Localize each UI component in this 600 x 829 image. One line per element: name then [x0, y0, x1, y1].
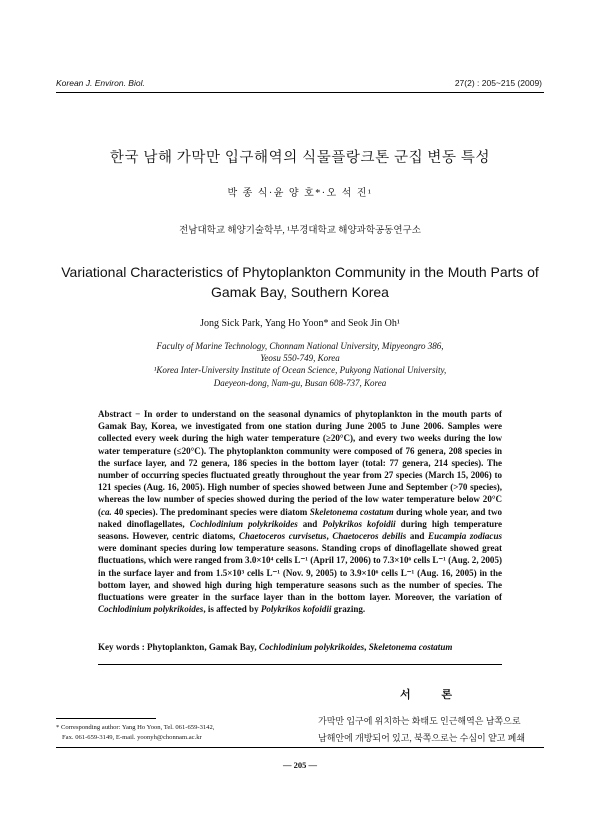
korean-affiliation: 전남대학교 해양기술학부, ¹부경대학교 해양과학공동연구소 — [179, 226, 421, 236]
citation: 27(2) : 205~215 (2009) — [454, 78, 542, 88]
footnote-line: * Corresponding author: Yang Ho Yoon, Tel. 061-659-3142, — [56, 724, 215, 731]
intro-line: 남해안에 개방되어 있고, 북쪽으로는 수심이 얕고 폐쇄 — [318, 733, 526, 743]
abstract-text: during high temperature seasons. However, centric diatoms, — [98, 518, 502, 542]
footnote-rule — [56, 718, 156, 719]
page-number: — 205 — — [283, 760, 317, 770]
species-name: Chaetoceros curvisetus — [238, 531, 327, 542]
journal-name: Korean J. Environ. Biol. — [56, 78, 145, 88]
species-name: Chaetoceros debilis — [332, 531, 407, 542]
english-title: Variational Characteristics of Phytoplankton Community in the Mouth Parts of Gamak Bay, Southern Korea — [61, 264, 539, 300]
abstract-text: during whole year, and two naked dinoflagellates, — [98, 506, 503, 529]
keywords-label: Key words : Phytoplankton, Gamak Bay, — [98, 642, 259, 652]
intro-line: 가막만 입구에 위치하는 화태도 인근해역은 남쪽으로 — [318, 716, 521, 726]
keywords — [98, 642, 502, 652]
keyword-species: Skeletonema costatum — [368, 642, 453, 652]
affiliation-line: Faculty of Marine Technology, Chonnam National University, Mipyeongro 386, — [156, 341, 444, 351]
bottom-rule — [56, 747, 544, 748]
abstract-text: , — [326, 531, 333, 542]
keywords-separator: , — [364, 642, 369, 652]
abstract-text: grazing. — [331, 604, 366, 615]
abstract — [98, 408, 502, 615]
footnote — [56, 723, 214, 742]
english-affiliation — [70, 340, 530, 389]
abstract-text: Abstract − In order to understand on the seasonal dynamics of phytoplankton in the mouth parts of Gamak Bay, Korea, we investigated from one station during June 2005 to June 2006. Samples were collected every week during the high water temperature (≥20°C), and every two weeks during the low water temperature (≤20°C). The phytoplankton community were composed of 76 genera, 208 species in the surface layer, and 72 genera, 186 species in the bottom layer (total: 77 genera, 214 species). The number of occurring species fluctuated greatly throughout the year from 27 species (March 15, 2006) to 121 species (Aug. 16, 2005). High number of species showed between June and September (>70 species), whereas the low number of species showed during the period of the low water temperature below 20°C ( — [98, 409, 502, 517]
footnote-line: Fax. 061-659-3149, E-mail. yoonyh@chonnam.ac.kr — [62, 733, 202, 741]
affiliation-line: Daeyeon-dong, Nam-gu, Busan 608-737, Korea — [213, 377, 387, 388]
abstract-text: , is affected by — [203, 604, 261, 615]
section-heading: 서 론 — [400, 689, 467, 701]
english-authors: Jong Sick Park, Yang Ho Yoon* and Seok Jin Oh¹ — [200, 318, 400, 329]
abstract-text: 40 species). The predominant species were diatom — [111, 506, 310, 517]
abstract-text: were dominant species during low temperature seasons. Standing crops of dinoflagellate showed great fluctuations, which were ranged from 3.0×10⁴ cells L⁻¹ (April 17, 2006) to 7.3×10⁶ cells L⁻¹ (Aug. 2, 2005) in the surface layer and from 1.5×10³ cells L⁻¹ (Nov. 9, 2005) to 3.9×10⁶ cells L⁻¹ (Aug. 16, 2005) in the bottom layer, and showed high during high temperature seasons such as the number of species. The fluctuations were greater in the surface layer than in the bottom layer. Moreover, the variation of — [98, 543, 502, 603]
header-rule — [56, 92, 544, 93]
abstract-rule — [98, 664, 502, 665]
species-name: Cochlodinium polykrikoides — [98, 604, 204, 615]
keyword-species: Cochlodinium polykrikoides — [258, 642, 365, 652]
species-name: Cochlodinium polykrikoides — [189, 518, 298, 529]
intro-text — [318, 713, 544, 747]
korean-authors: 박 종 식·윤 양 호*·오 석 진¹ — [227, 188, 373, 199]
abstract-text: and — [406, 531, 429, 542]
abstract-text: and — [297, 518, 323, 529]
species-name: Polykrikos kofoidii — [260, 604, 332, 615]
affiliation-line: ¹Korea Inter-University Institute of Ocean Science, Pukyong National University, — [153, 365, 447, 376]
korean-title: 한국 남해 가막만 입구해역의 식물플랑크톤 군집 변동 특성 — [109, 150, 491, 166]
abstract-term: ca. — [101, 506, 112, 517]
species-name: Eucampia zodiacus — [428, 531, 502, 542]
affiliation-line: Yeosu 550-749, Korea — [260, 353, 340, 364]
species-name: Polykrikos kofoidii — [322, 518, 396, 529]
species-name: Skeletonema costatum — [309, 506, 394, 517]
